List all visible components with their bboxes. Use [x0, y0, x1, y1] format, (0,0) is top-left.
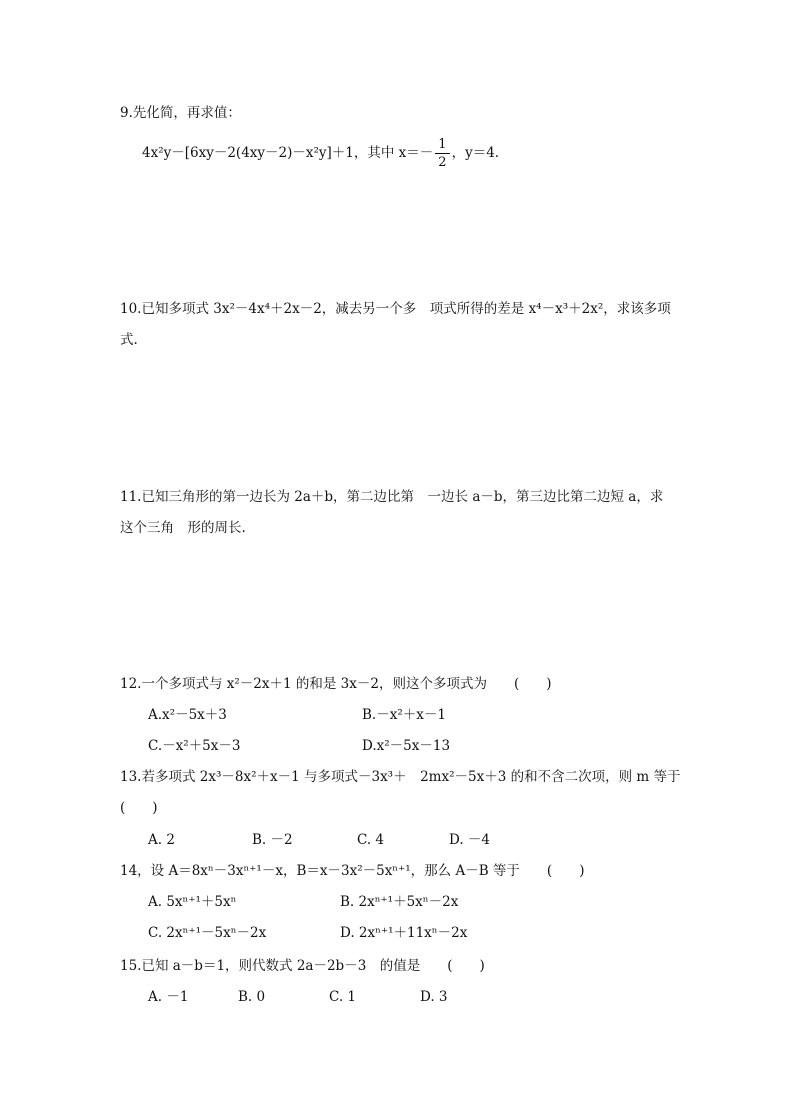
q14-option-d: D. 2xⁿ⁺¹＋11xⁿ－2x [340, 925, 468, 941]
q15-option-a: A. －1 [148, 989, 189, 1005]
q15-stem: 15.已知 a－b＝1，则代数式 2a－2b－3 的值是 ( ) [120, 958, 485, 974]
q14-option-a: A. 5xⁿ⁺¹＋5xⁿ [148, 894, 237, 910]
q9-expression-after: ，y＝4. [451, 145, 500, 161]
q11-line1: 11.已知三角形的第一边长为 2a＋b，第二边比第 一边长 a－b，第三边比第二边短 a，求 [120, 489, 664, 505]
q13-option-c: C. 4 [357, 832, 385, 848]
q14-option-b: B. 2xⁿ⁺¹＋5xⁿ－2x [340, 894, 459, 910]
q12-option-b: B.－x²＋x－1 [362, 707, 446, 723]
q15-option-b: B. 0 [238, 989, 266, 1005]
q9-fraction-denominator: 2 [438, 155, 447, 170]
q13-paren: ( ) [120, 800, 158, 816]
q14-option-c: C. 2xⁿ⁺¹－5xⁿ－2x [148, 925, 267, 941]
q13-option-d: D. －4 [449, 832, 491, 848]
q15-option-d: D. 3 [420, 989, 448, 1005]
q11-line2: 这个三角 形的周长. [120, 520, 246, 536]
q12-stem: 12.一个多项式与 x²－2x＋1 的和是 3x－2，则这个多项式为 ( ) [120, 676, 552, 692]
q9-title: 9.先化简，再求值： [120, 105, 241, 121]
q12-option-d: D.x²－5x－13 [362, 738, 451, 754]
q15-option-c: C. 1 [329, 989, 357, 1005]
q12-option-a: A.x²－5x＋3 [148, 707, 227, 723]
q13-stem: 13.若多项式 2x³－8x²＋x－1 与多项式－3x³＋ 2mx²－5x＋3 的和不含二次项，则 m 等于 [120, 769, 681, 785]
q9-fraction-numerator: 1 [435, 138, 449, 154]
q13-option-a: A. 2 [148, 832, 175, 848]
q10-line2: 式. [120, 332, 138, 348]
q10-line1: 10.已知多项式 3x²－4x⁴＋2x－2，减去另一个多 项式所得的差是 x⁴－x³＋2x²，求该多项 [120, 301, 671, 317]
q12-option-c: C.－x²＋5x－3 [148, 738, 241, 754]
q13-option-b: B. －2 [252, 832, 293, 848]
q14-stem: 14，设 A＝8xⁿ－3xⁿ⁺¹－x，B＝x－3x²－5xⁿ⁺¹，那么 A－B 等于 ( ) [120, 863, 585, 879]
q9-fraction [435, 138, 449, 169]
q9-expression [142, 138, 499, 169]
q9-expression-before: 4x²y－[6xy－2(4xy－2)－x²y]＋1，其中 x＝－ [142, 145, 434, 161]
